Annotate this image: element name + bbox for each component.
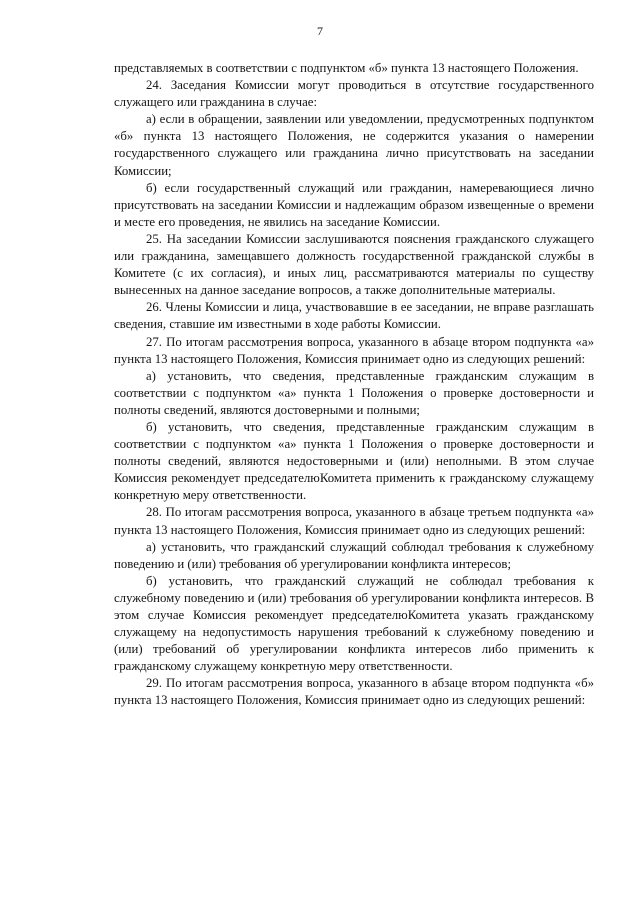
paragraph-item-26: 26. Члены Комиссии и лица, участвовавшие в ее заседании, не вправе разглашать сведения, ставшие им известными в ходе работы Комиссии. bbox=[114, 300, 594, 332]
paragraph-item-28-a: а) установить, что гражданский служащий соблюдал требования к служебному поведению и (или) требования об урегулировании конфликта интересов; bbox=[114, 539, 594, 571]
paragraph-item-24-a: а) если в обращении, заявлении или уведомлении, предусмотренных подпунктом «б» пункта 13 настоящего Положения, не содержится указания о намерении государственного служащего или гражданина лично присутствовать на заседании Комиссии; bbox=[114, 112, 594, 178]
paragraph-item-25: 25. На заседании Комиссии заслушиваются пояснения гражданского служащего или гражданина, замещавшего должность государственной гражданской службы в Комитете (с их согласия), и иных лиц, рассматриваются материалы по существу вынесенных на данное заседание вопросов, а также дополнительные материалы. bbox=[114, 231, 594, 298]
paragraph-continuation: представляемых в соответствии с подпунктом «б» пункта 13 настоящего Положения. bbox=[114, 61, 579, 75]
paragraph-item-28: 28. По итогам рассмотрения вопроса, указанного в абзаце третьем подпункта «а» пункта 13 настоящего Положения, Комиссия принимает одно из следующих решений: bbox=[114, 505, 594, 537]
document-body bbox=[114, 60, 594, 710]
paragraph-item-24-b: б) если государственный служащий или гражданин, намеревающиеся лично присутствовать на заседании Комиссии и надлежащим образом извещенные о времени и месте его проведения, не явились на заседание Комиссии. bbox=[114, 180, 594, 229]
paragraph-item-24: 24. Заседания Комиссии могут проводиться в отсутствие государственного служащего или гражданина в случае: bbox=[114, 78, 594, 110]
paragraph-item-27-b: б) установить, что сведения, представленные гражданским служащим в соответствии с подпунктом «а» пункта 1 Положения о проверке достоверности и полноты сведений, являются недостоверными и (или) неполными. В этом случае Комиссия рекомендует председателюКомитета применить к гражданскому служащему конкретную меру ответственности. bbox=[114, 419, 594, 503]
paragraph-item-28-b: б) установить, что гражданский служащий не соблюдал требования к служебному поведению и (или) требования об урегулировании конфликта интересов. В этом случае Комиссия рекомендует председателюКомитета указать гражданскому служащему на недопустимость нарушения требований к служебному поведению и (или) требований об урегулировании конфликта интересов либо применить к гражданскому служащему конкретную меру ответственности. bbox=[114, 573, 594, 674]
paragraph-item-29: 29. По итогам рассмотрения вопроса, указанного в абзаце втором подпункта «б» пункта 13 настоящего Положения, Комиссия принимает одно из следующих решений: bbox=[114, 676, 594, 708]
paragraph-item-27: 27. По итогам рассмотрения вопроса, указанного в абзаце втором подпункта «а» пункта 13 настоящего Положения, Комиссия принимает одно из следующих решений: bbox=[114, 334, 594, 366]
page-number: 7 bbox=[317, 24, 323, 38]
paragraph-item-27-a: а) установить, что сведения, представленные гражданским служащим в соответствии с подпунктом «а» пункта 1 Положения о проверке достоверности и полноты сведений, являются достоверными и полными; bbox=[114, 368, 594, 417]
